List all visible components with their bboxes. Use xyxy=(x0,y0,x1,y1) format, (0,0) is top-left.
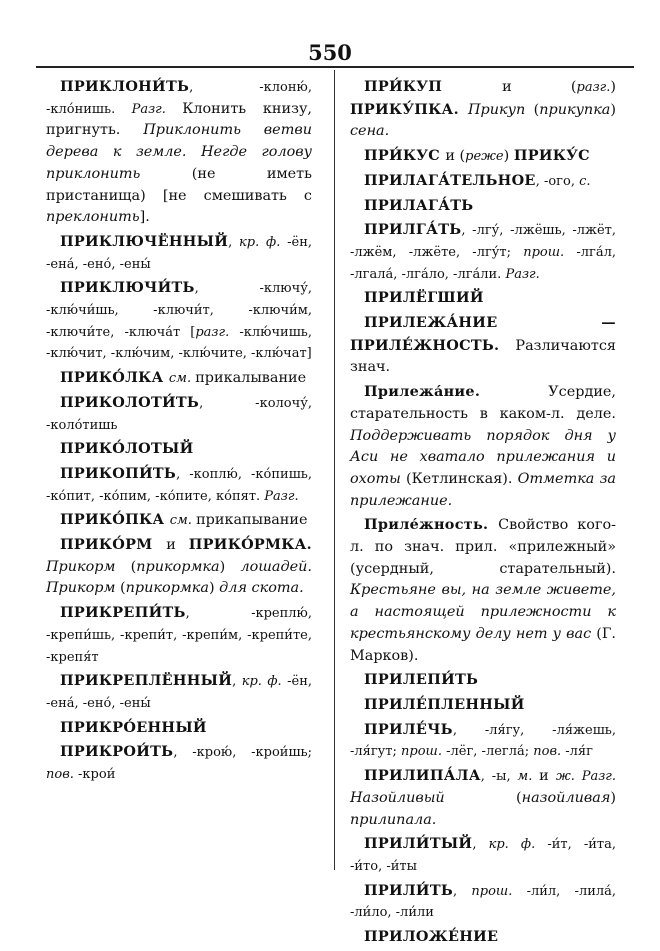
dictionary-entry xyxy=(46,463,312,507)
entry-headword: ПРИКОЛОТИ́ТЬ xyxy=(60,393,200,411)
entry-text: ) xyxy=(208,580,220,597)
entry-example: преклонить xyxy=(46,209,140,226)
entry-text: ) xyxy=(503,148,514,165)
entry-example: лошадей. Прикорм xyxy=(46,558,312,597)
dictionary-entry xyxy=(350,312,616,379)
entry-example: Назойливый xyxy=(350,789,516,806)
entry-headword: ПРИЛЕ́ЧЬ xyxy=(364,720,453,738)
entry-text: прикалывание xyxy=(195,370,307,387)
entry-headword: ПРИКО́ЛКА xyxy=(60,369,169,387)
entry-headword: ПРИЛИПА́ЛА xyxy=(364,767,481,785)
dictionary-entry xyxy=(350,669,616,692)
entry-text: ]. xyxy=(139,209,150,226)
entry-label: Разг. xyxy=(131,101,183,117)
entry-grammar: , -ля́гу, -ля́жешь, -ля́гут; xyxy=(350,722,616,760)
dictionary-entry xyxy=(46,76,312,229)
entry-headword: ПРИКУ́С xyxy=(513,147,590,165)
entry-label: с. xyxy=(579,173,591,189)
entry-label: кр. ф. xyxy=(239,234,288,250)
dictionary-entry xyxy=(350,195,616,218)
entry-label: м. xyxy=(517,769,540,785)
entry-grammar: -лёг, -легла́; xyxy=(446,744,534,760)
entry-grammar: , -коплю́, -ко́пишь, -ко́пит, -ко́пим, -ко́пите, ко́пят. xyxy=(46,466,312,504)
dictionary-entry xyxy=(350,381,616,512)
entry-headword: ПРИЛЁГШИЙ xyxy=(364,289,484,307)
dictionary-entry xyxy=(350,926,616,949)
dictionary-entry xyxy=(350,145,616,168)
entry-headword: ПРИЛЕ́ПЛЕННЫЙ xyxy=(364,695,525,713)
dictionary-entry xyxy=(46,741,312,785)
column-divider xyxy=(334,70,335,870)
entry-headword: ПРИКО́РМ xyxy=(60,536,167,554)
dictionary-entry xyxy=(46,231,312,275)
entry-grammar: , -крою́, -крои́шь; xyxy=(173,745,312,761)
entry-example: Поддерживать порядок дня у Аси не хватало прилежания и охоты xyxy=(350,427,616,487)
entry-grammar: -ён, -ена́, -ено́, -ены́ xyxy=(46,234,312,272)
entry-headword: Прилежа́ние. xyxy=(364,383,549,401)
entry-headword: ПРИЛЕЖА́НИЕ — ПРИЛЕ́ЖНОСТЬ. xyxy=(350,314,616,354)
entry-grammar: , -клоню́, -кло́нишь. xyxy=(46,80,312,117)
entry-headword: ПРИЛИ́ТЫЙ xyxy=(364,835,473,853)
entry-headword: ПРИ́КУП xyxy=(364,78,503,95)
entry-label: пов. xyxy=(46,767,79,783)
entry-grammar: -крои́ xyxy=(78,767,116,783)
entry-label: Разг. xyxy=(264,488,299,504)
dictionary-entry xyxy=(350,880,616,924)
right-column xyxy=(350,76,616,951)
entry-grammar: , xyxy=(453,883,472,899)
entry-example: Крестьяне вы, на земле живете, а настоящей прилежности к крестьянскому делу нет у вас xyxy=(350,582,616,642)
entry-grammar: , xyxy=(228,234,240,250)
dictionary-entry xyxy=(46,509,312,532)
entry-headword: ПРИЛГА́ТЬ xyxy=(364,221,462,239)
entry-text: и xyxy=(539,768,556,785)
entry-text: Различаются знач. xyxy=(350,337,616,376)
dictionary-entry xyxy=(350,514,616,667)
entry-text: и ( xyxy=(502,79,577,95)
entry-example: Прикуп xyxy=(468,101,534,118)
entry-grammar: , -креплю́, -крепи́шь, -крепи́т, -крепи́м, -крепи́те, -крепя́т xyxy=(46,606,312,665)
entry-headword: ПРИКРОИ́ТЬ xyxy=(60,743,174,761)
left-column xyxy=(46,76,312,788)
entry-text: ) xyxy=(219,558,241,575)
entry-example: назойливая xyxy=(521,789,611,806)
entry-example: для скота. xyxy=(219,580,304,597)
entry-headword: ПРИКЛЮЧИ́ТЬ xyxy=(60,279,195,297)
entry-label: прош. xyxy=(401,744,447,760)
entry-headword: ПРИЛИ́ТЬ xyxy=(364,881,454,899)
entry-text: (Г. Марков). xyxy=(350,625,616,664)
dictionary-entry xyxy=(46,277,312,365)
entry-example: сена. xyxy=(350,123,390,140)
dictionary-entry xyxy=(350,287,616,310)
entry-text: (Кетлинская). xyxy=(406,470,518,487)
entry-example: прикормка xyxy=(125,580,209,597)
entry-example: Приклонить ветви дерева к земле. Негде голову приклонить xyxy=(46,122,312,182)
entry-label: ж. Разг. xyxy=(555,769,616,785)
entry-grammar: , xyxy=(472,837,489,853)
entry-text: (не иметь пристанища) [не смешивать с xyxy=(46,165,312,204)
entry-headword: ПРИКО́ЛОТЫЙ xyxy=(60,440,194,458)
entry-grammar: , -ключу́, -клю́чи́шь, -ключи́т, -ключи́м, -ключи́те, -ключа́т [ xyxy=(46,281,312,340)
entry-grammar: , xyxy=(232,674,242,690)
entry-headword: ПРИЛАГА́ТЕЛЬНОЕ xyxy=(364,171,536,189)
entry-label: разг. xyxy=(576,80,611,95)
entry-headword: ПРИКОПИ́ТЬ xyxy=(60,464,177,482)
entry-text: Свойство кого-л. по знач. прил. «прилежный» (усердный, старательный). xyxy=(350,517,617,577)
entry-grammar: -ён, -ена́, -ено́, -ены́ xyxy=(46,674,312,711)
entry-label: пов. xyxy=(533,744,566,760)
entry-text: ) xyxy=(610,789,616,806)
entry-label: Разг. xyxy=(505,266,540,282)
entry-label: прош. xyxy=(523,244,577,260)
entry-headword: ПРИЛАГА́ТЬ xyxy=(364,196,474,214)
dictionary-entry xyxy=(46,438,312,461)
entry-headword: ПРИКО́РМКА. xyxy=(188,536,312,554)
dictionary-entry xyxy=(46,392,312,436)
entry-text: ( xyxy=(515,789,522,806)
entry-label: прош. xyxy=(471,883,527,899)
dictionary-entry xyxy=(46,717,312,740)
entry-headword: ПРИКЛОНИ́ТЬ xyxy=(60,78,190,95)
entry-label: см. xyxy=(168,371,196,387)
entry-grammar: -ля́г xyxy=(565,744,593,760)
entry-label: кр. ф. xyxy=(241,674,288,690)
dictionary-entry xyxy=(46,670,312,714)
entry-example: прикупка xyxy=(539,101,611,118)
entry-label: реже xyxy=(465,149,504,165)
entry-label: разг. xyxy=(195,324,240,340)
entry-text: ) xyxy=(610,101,616,118)
dictionary-entry xyxy=(350,694,616,717)
entry-headword: ПРИ́КУС xyxy=(364,147,446,165)
header-rule xyxy=(36,66,634,68)
entry-headword: ПРИКУ́ПКА. xyxy=(350,100,468,118)
dictionary-entry xyxy=(350,170,616,193)
entry-label: см. xyxy=(169,513,197,529)
page-number: 550 xyxy=(308,40,352,65)
entry-headword: ПРИЛОЖЕ́НИЕ xyxy=(364,928,499,946)
entry-example: Отметка за прилежание. xyxy=(350,470,617,509)
entry-grammar: -лга́л, -лгала́, -лга́ло, -лга́ли. xyxy=(350,244,616,282)
entry-text: и ( xyxy=(445,148,466,165)
entry-label: кр. ф. xyxy=(488,837,548,853)
entry-example: прилипала. xyxy=(350,811,437,828)
entry-headword: ПРИКРЕПЛЁННЫЙ xyxy=(60,672,233,690)
entry-example: прикормка xyxy=(136,558,220,575)
entry-grammar: -ли́л, -лила́, -ли́ло, -ли́ли xyxy=(350,883,617,921)
entry-text: ( xyxy=(533,101,540,118)
dictionary-entry xyxy=(46,602,312,668)
dictionary-entry xyxy=(46,534,312,600)
entry-grammar: , -ого, xyxy=(535,173,580,189)
dictionary-entry xyxy=(350,719,616,763)
dictionary-entry xyxy=(46,367,312,390)
entry-text: прикапывание xyxy=(196,512,308,529)
dictionary-entry xyxy=(350,76,616,143)
entry-grammar: -клю́чишь, -клю́чит, -клю́чим, -клю́чите, -клю́чат] xyxy=(46,324,312,362)
entry-grammar: , -ы, xyxy=(480,769,518,785)
entry-grammar: , -колочу́, -коло́тишь xyxy=(46,395,312,433)
entry-text: ( xyxy=(120,580,126,597)
dictionary-entry xyxy=(350,765,616,831)
entry-headword: ПРИКРЕПИ́ТЬ xyxy=(60,604,186,622)
entry-text: ) xyxy=(610,79,616,95)
entry-headword: Приле́жность. xyxy=(364,516,499,534)
entry-grammar: , -лгу́, -лжёшь, -лжёт, -лжём, -лжёте, -лгу́т; xyxy=(350,223,616,260)
entry-headword: ПРИКО́ПКА xyxy=(60,511,170,529)
entry-text: ( xyxy=(130,558,137,575)
entry-headword: ПРИЛЕПИ́ТЬ xyxy=(364,671,479,689)
entry-grammar: -и́т, -и́та, -и́то, -и́ты xyxy=(350,837,617,874)
entry-headword: ПРИКРО́ЕННЫЙ xyxy=(60,718,207,736)
dictionary-entry xyxy=(350,219,616,285)
dictionary-entry xyxy=(350,833,616,877)
entry-example: Прикорм xyxy=(46,558,131,575)
entry-text: Клонить книзу, пригнуть. xyxy=(46,100,312,139)
entry-text: Усердие, старательность в каком-л. деле. xyxy=(350,384,616,422)
entry-text: и xyxy=(166,537,189,554)
entry-headword: ПРИКЛЮЧЁННЫЙ xyxy=(60,232,229,250)
